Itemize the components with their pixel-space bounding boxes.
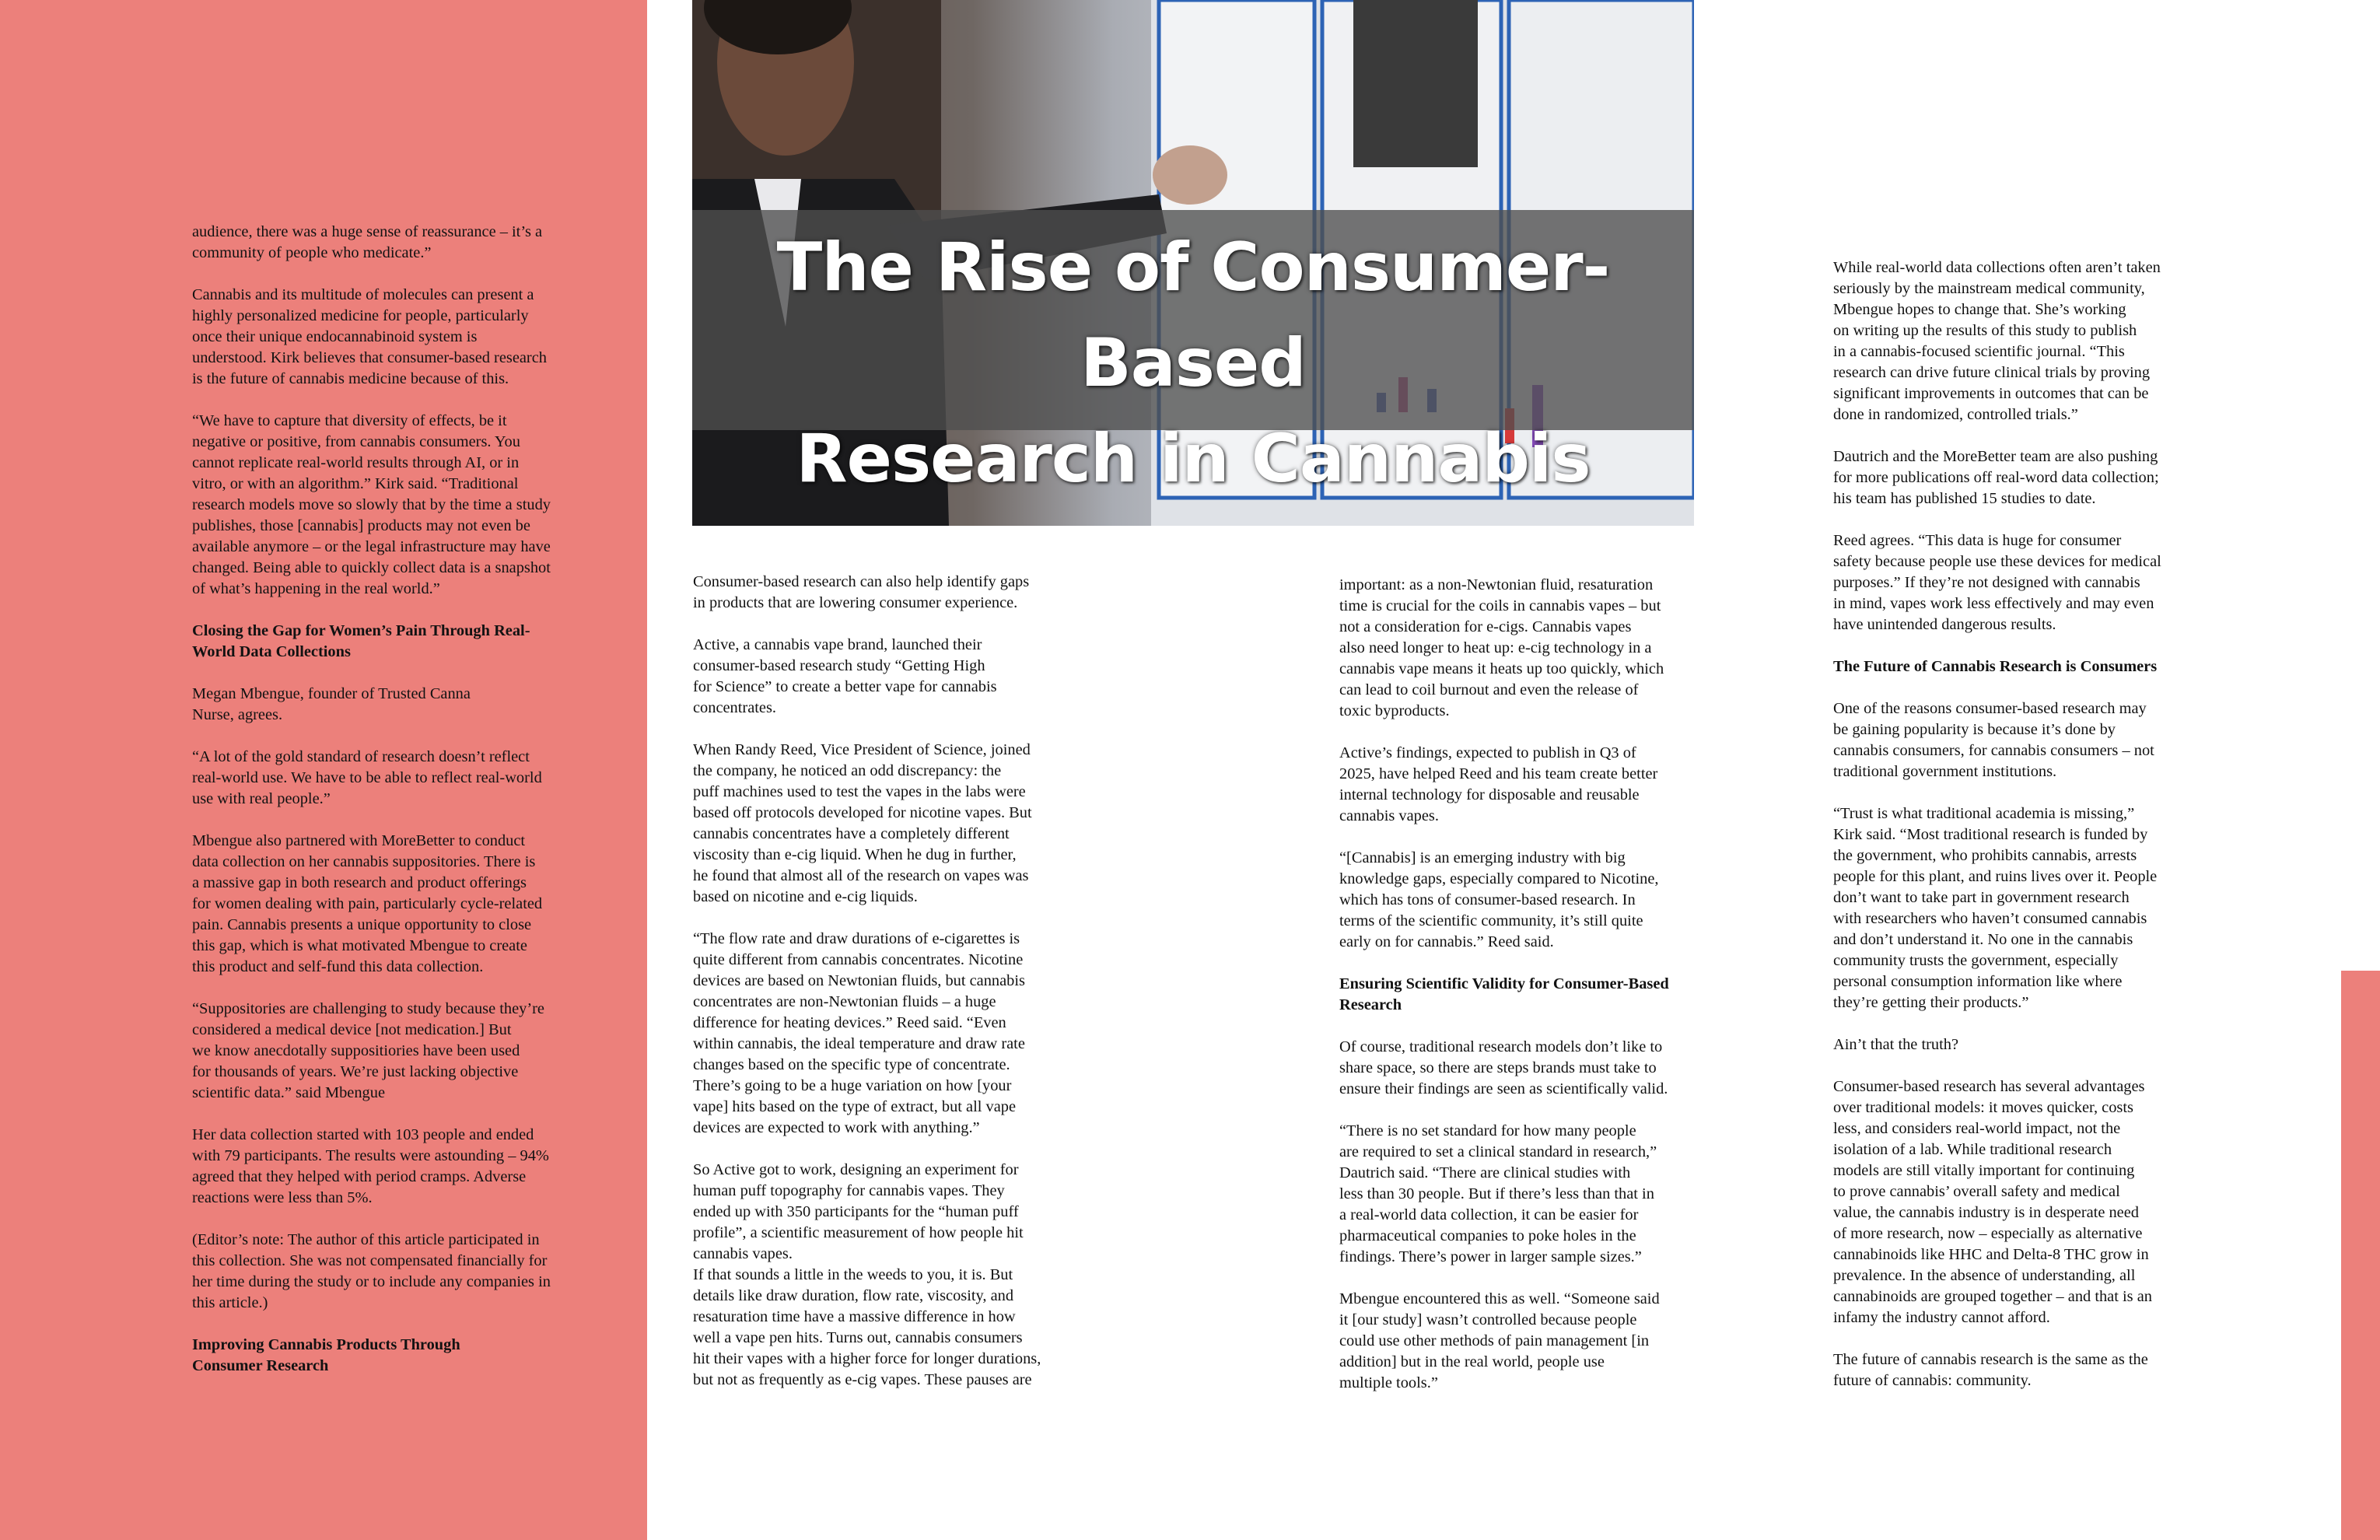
column-3	[1339, 575, 1732, 1394]
paragraph: Active, a cannabis vape brand, launched their consumer-based research study “Getting High for Science” to create a better vape for cannabis concentrates.	[693, 636, 997, 716]
paragraph: So Active got to work, designing an experiment for human puff topography for cannabis vapes. They ended up with 350 participants for the “human puff profile”, a scientific measurement of how people hit cannabis vapes. If that sounds a little in the weeds to you, it is. But details like draw duration, flow rate, viscosity, and resaturation time have a massive difference in how well a vape pen hits. Turns out, cannabis consumers hit their vapes with a higher force for longer durations, but not as frequently as e-cig vapes. These pauses are	[693, 1161, 1041, 1388]
paragraph: Consumer-based research has several advantages over traditional models: it moves quicker, costs less, and considers real-world impact, not the isolation of a lab. While traditional research models are still vitally important for continuing to prove cannabis’ overall safety and medical value, the cannabis industry is in desperate need of more research, now – especially as alternative cannabinoids like HHC and Delta-8 THC grow in prevalence. In the absence of understanding, all cannabinoids are grouped together – and that is an infamy the industry cannot afford.	[1833, 1078, 2152, 1326]
paragraph: important: as a non-Newtonian fluid, resaturation time is crucial for the coils in cannabis vapes – but not a consideration for e-cigs. Cannabis vapes also need longer to heat up: e-cig technology in a cannabis vape means it heats up too quickly, which can lead to coil burnout and even the release of toxic byproducts.	[1339, 576, 1664, 719]
paragraph: Megan Mbengue, founder of Trusted Canna Nurse, agrees.	[192, 685, 471, 723]
paragraph: audience, there was a huge sense of reassurance – it’s a community of people who medicate.”	[192, 223, 543, 261]
section-heading: The Future of Cannabis Research is Consumers	[1833, 658, 2158, 675]
section-heading: Improving Cannabis Products Through Consumer Research	[192, 1336, 460, 1374]
paragraph: Reed agrees. “This data is huge for consumer safety because people use these devices for medical purposes.” If they’re not designed with cannabis in mind, vapes work less effectively and may even have unintended dangerous results.	[1833, 532, 2161, 633]
section-heading: Closing the Gap for Women’s Pain Through Real- World Data Collections	[192, 622, 530, 660]
paragraph: “Trust is what traditional academia is missing,” Kirk said. “Most traditional research is funded by the government, who prohibits cannabis, arrests people for this plant, and ruins lives over it. People don’t want to take part in government research with researchers who haven’t consumed cannabis and don’t understand it. No one in the cannabis community trusts the government, especially personal consumption information like where they’re getting their products.”	[1833, 805, 2158, 1011]
paragraph: Dautrich and the MoreBetter team are also pushing for more publications off real-word data collection; his team has published 15 studies to date.	[1833, 448, 2159, 507]
paragraph: While real-world data collections often aren’t taken seriously by the mainstream medical community, Mbengue hopes to change that. She’s working on writing up the results of this study to publish in a cannabis-focused scientific journal. “This research can drive future clinical trials by proving significant improvements in outcomes that can be done in randomized, controlled trials.”	[1833, 259, 2161, 423]
paragraph: Consumer-based research can also help identify gaps in products that are lowering consumer experience.	[693, 573, 1030, 611]
article-title	[692, 220, 1694, 507]
right-accent-strip	[2341, 971, 2380, 1540]
paragraph: (Editor’s note: The author of this article participated in this collection. She was not compensated financially for her time during the study or to include any companies in this article.)	[192, 1231, 551, 1311]
paragraph: “A lot of the gold standard of research doesn’t reflect real-world use. We have to be able to reflect real-world use with real people.”	[192, 748, 542, 807]
paragraph: Active’s findings, expected to publish in Q3 of 2025, have helped Reed and his team create better internal technology for disposable and reusable cannabis vapes.	[1339, 744, 1658, 824]
column-1	[192, 222, 612, 1377]
paragraph: “The flow rate and draw durations of e-cigarettes is quite different from cannabis concentrates. Nicotine devices are based on Newtonian fluids, but cannabis concentrates are non-Newtonian fluids – a huge difference for heating devices.” Reed said. “Even within cannabis, the ideal temperature and draw rate changes based on the specific type of concentrate. There’s going to be a huge variation on how [your vape] hits based on the type of extract, but all vape devices are expected to work with anything.”	[693, 930, 1025, 1136]
paragraph: Mbengue encountered this as well. “Someone said it [our study] wasn’t controlled because people could use other methods of pain management [in addition] but in the real world, people use multiple tools.”	[1339, 1290, 1660, 1391]
column-4	[1833, 257, 2218, 1391]
paragraph: When Randy Reed, Vice President of Science, joined the company, he noticed an odd discrepancy: the puff machines used to test the vapes in the labs were based off protocols developed for nicotine vapes. But cannabis concentrates have a completely different viscosity than e-cig liquid. When he dug in further, he found that almost all of the research on vapes was based on nicotine and e-cig liquids.	[693, 741, 1032, 905]
paragraph: Her data collection started with 103 people and ended with 79 participants. The results were astounding – 94% agreed that they helped with period cramps. Adverse reactions were less than 5%.	[192, 1126, 549, 1206]
paragraph: “[Cannabis] is an emerging industry with big knowledge gaps, especially compared to Nicotine, which has tons of consumer-based research. In terms of the scientific community, it’s still quite early on for cannabis.” Reed said.	[1339, 849, 1659, 950]
paragraph: “Suppositories are challenging to study because they’re considered a medical device [not medication.] But we know anecdotally suppositiories have been used for thousands of years. We’re just lacking objective scientific data.” said Mbengue	[192, 1000, 544, 1101]
title-line-1: The Rise of Consumer-Based	[776, 229, 1610, 402]
hero-image	[692, 0, 1694, 526]
column-2	[693, 572, 1090, 1391]
title-line-2: Research in Cannabis	[796, 420, 1591, 498]
paragraph: Of course, traditional research models don’t like to share space, so there are steps brands must take to ensure their findings are seen as scientifically valid.	[1339, 1038, 1668, 1097]
section-heading: Ensuring Scientific Validity for Consumer-Based Research	[1339, 975, 1669, 1013]
paragraph: Cannabis and its multitude of molecules can present a highly personalized medicine for people, particularly once their unique endocannabinoid system is understood. Kirk believes that consumer-based research is the future of cannabis medicine because of this.	[192, 286, 547, 387]
paragraph: Ain’t that the truth?	[1833, 1036, 1959, 1053]
paragraph: One of the reasons consumer-based research may be gaining popularity is because it’s done by cannabis consumers, for cannabis consumers – not traditional government institutions.	[1833, 700, 2154, 780]
paragraph: Mbengue also partnered with MoreBetter to conduct data collection on her cannabis suppositories. There is a massive gap in both research and product offerings for women dealing with pain, particularly cycle-related pain. Cannabis presents a unique opportunity to close this gap, which is what motivated Mbengue to create this product and self-fund this data collection.	[192, 832, 543, 975]
paragraph: “We have to capture that diversity of effects, be it negative or positive, from cannabis consumers. You cannot replicate real-world results through AI, or in vitro, or with an algorithm.” Kirk said. “Traditional research models move so slowly that by the time a study publishes, those [cannabis] products may not even be available anymore – or the legal infrastructure may have changed. Being able to quickly collect data is a snapshot of what’s happening in the real world.”	[192, 412, 551, 597]
paragraph: The future of cannabis research is the same as the future of cannabis: community.	[1833, 1351, 2148, 1389]
paragraph: “There is no set standard for how many people are required to set a clinical standard in research,” Dautrich said. “There are clinical studies with less than 30 people. But if there’s less than that in a real-world data collection, it can be easier for pharmaceutical companies to poke holes in the findings. There’s power in larger sample sizes.”	[1339, 1122, 1657, 1265]
